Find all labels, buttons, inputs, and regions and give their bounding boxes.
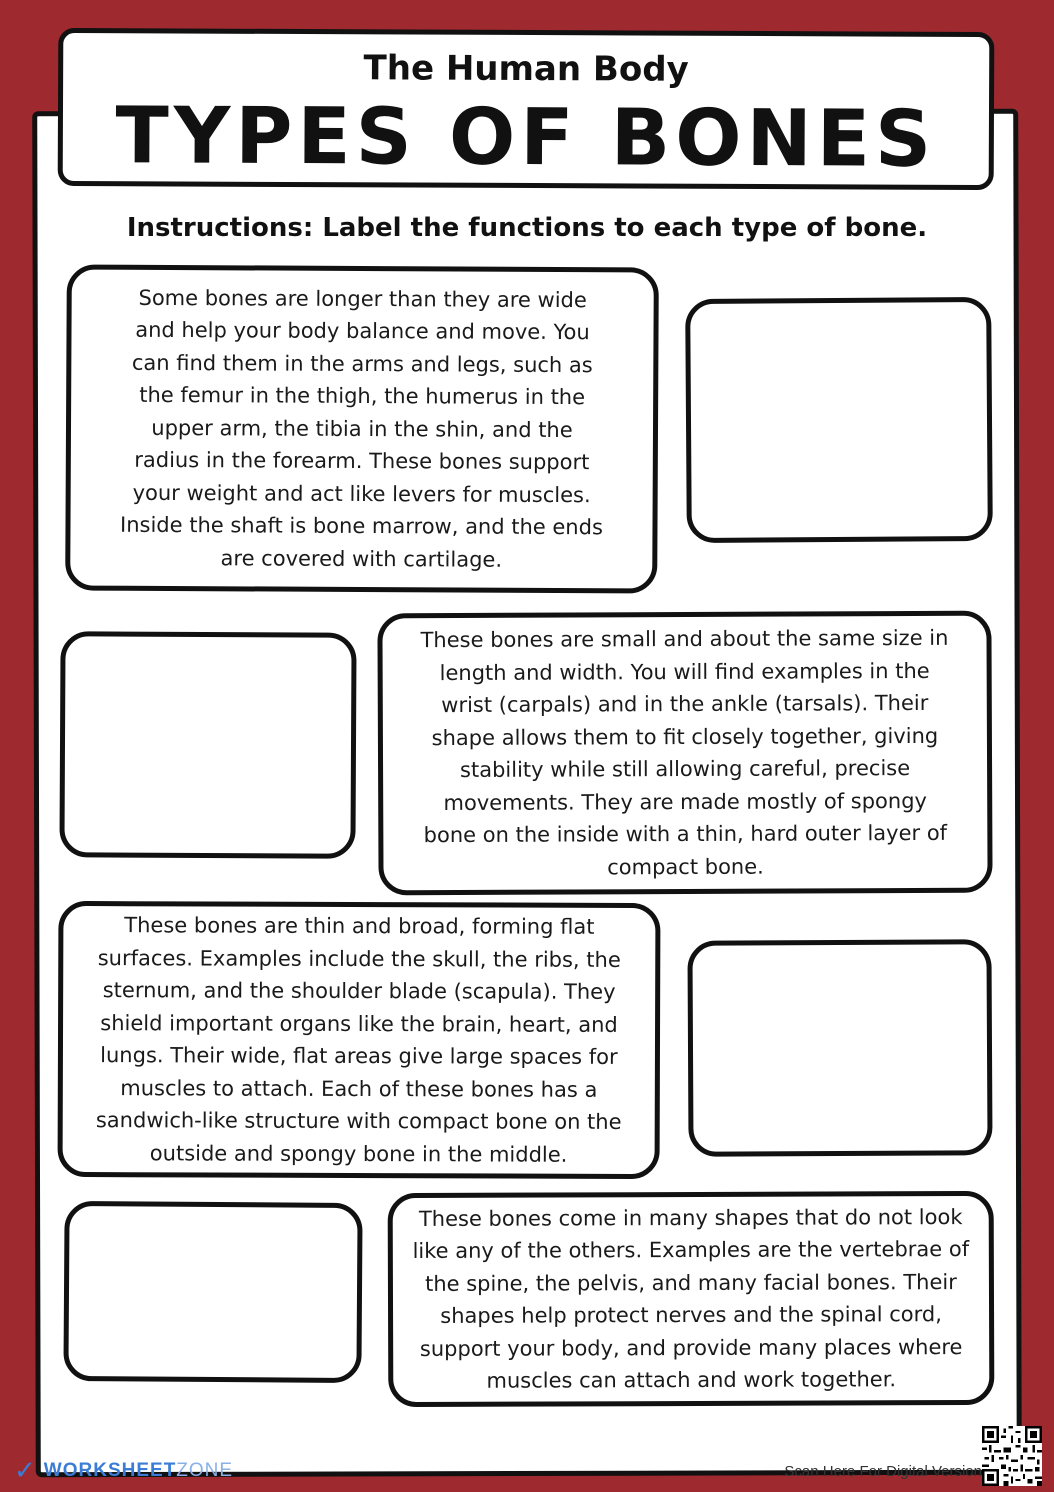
irregular-bones-description-box bbox=[388, 1191, 995, 1407]
brand-main: WORKSHEET bbox=[43, 1460, 177, 1481]
brand-name bbox=[44, 1460, 233, 1482]
worksheet-subtitle: The Human Body bbox=[363, 48, 689, 90]
flat-bones-description-box bbox=[58, 901, 661, 1179]
short-bones-description-box bbox=[377, 611, 992, 896]
short-bones-answer-box[interactable] bbox=[59, 631, 356, 859]
flat-bones-description: These bones are thin and broad, forming flat surfaces. Examples include the skull, the ribs, the sternum, and the shoulder blade (scapula). They shield important organs like the brain, heart, and lungs. Their wide, flat areas give large spaces for muscles to attach. Each of these bones has a sandwich-like structure with compact bone on the outside and spongy bone in the middle. bbox=[95, 913, 622, 1167]
qr-code-icon[interactable] bbox=[982, 1426, 1042, 1486]
brand-check-icon: ✓ bbox=[14, 1456, 36, 1486]
worksheet-title: TYPES OF BONES bbox=[115, 91, 937, 185]
irregular-bones-description: These bones come in many shapes that do not look like any of the others. Examples are the vertebrae of the spine, the pelvis, and many facial bones. Their shapes help protect nerves and the spinal cord, support your body, and provide many places where muscles can attach and work together. bbox=[412, 1204, 970, 1393]
long-bones-description: Some bones are longer than they are wide and help your body balance and move. You can find them in the arms and legs, such as the femur in the thigh, the humerus in the upper arm, the tibia in the shin, and the radius in the forearm. These bones support your weight and act like levers for muscles. Inside the shaft is bone marrow, and the ends are covered with cartilage. bbox=[119, 285, 603, 572]
header-banner bbox=[58, 28, 995, 190]
brand-logo bbox=[14, 1456, 233, 1486]
long-bones-answer-box[interactable] bbox=[685, 297, 993, 543]
long-bones-description-box bbox=[65, 264, 659, 593]
instructions-text: Instructions: Label the functions to each type of bone. bbox=[126, 213, 928, 243]
irregular-bones-answer-box[interactable] bbox=[63, 1201, 362, 1383]
flat-bones-answer-box[interactable] bbox=[687, 939, 992, 1157]
scan-caption: Scan Here For Digital Version bbox=[784, 1463, 982, 1480]
brand-suffix: ZONE bbox=[176, 1460, 234, 1481]
short-bones-description: These bones are small and about the same size in length and width. You will find examples in the wrist (carpals) and in the ankle (tarsals). Their shape allows them to fit closely together, giving stability while still allowing careful, precise movements. They are made mostly of spongy bone on the inside with a thin, hard outer layer of compact bone. bbox=[420, 625, 949, 879]
